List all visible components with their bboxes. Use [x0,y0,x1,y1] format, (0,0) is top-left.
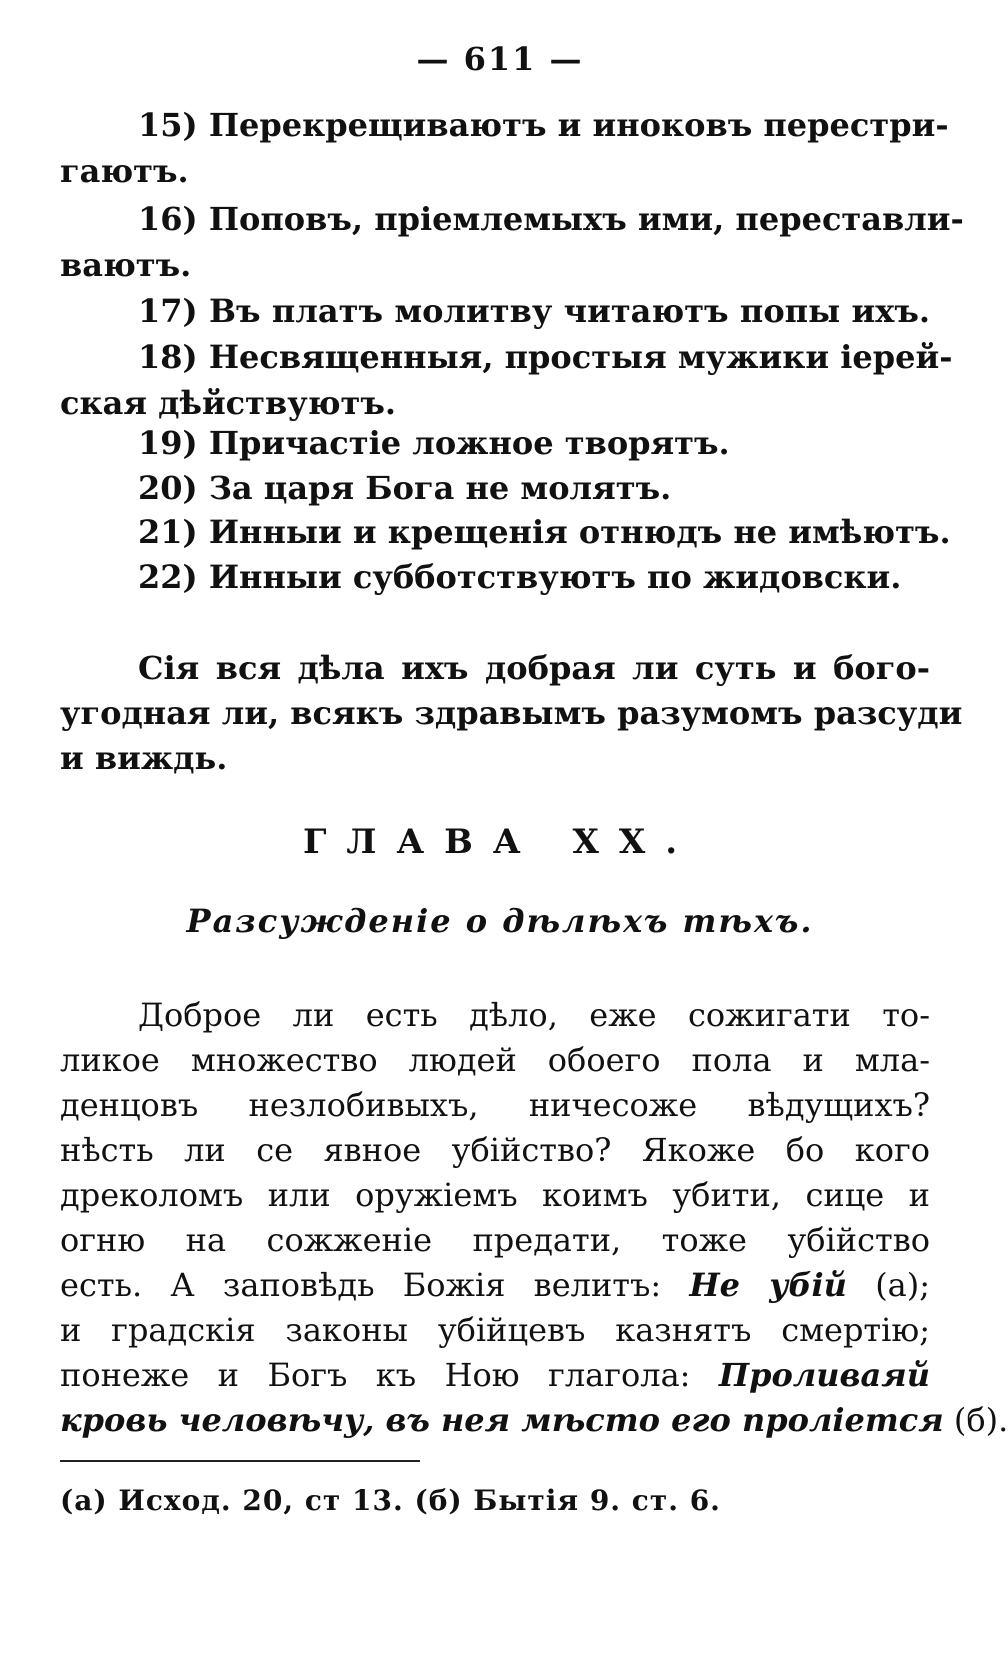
list-line: 19) Причастіе ложное творятъ. [138,424,730,462]
list-line: 21) Инныи и крещенія отнюдъ не имѣютъ. [138,513,951,551]
text-run: есть. А заповѣдь Божія велитъ: [60,1266,690,1304]
list-line: 20) За царя Бога не молятъ. [138,469,672,507]
footnote-ref: (б). [943,1401,1008,1439]
list-line: гаютъ. [60,152,189,190]
list-line: 15) Перекрещиваютъ и иноковъ перестри- [138,106,949,144]
page-number: — 611 — [416,40,584,78]
paragraph-line: угодная ли, всякъ здравымъ разумомъ разсуди [60,694,963,732]
paragraph-line: и виждь. [60,739,228,777]
paragraph-line: денцовъ незлобивыхъ, ничесоже вѣдущихъ? [60,1086,930,1124]
footnote-divider [60,1460,420,1462]
paragraph-line: ликое множество людей обоего пола и мла- [60,1041,930,1079]
list-line: ваютъ. [60,246,192,284]
list-line: 18) Несвященныя, простыя мужики іерей- [138,338,953,376]
chapter-subtitle: Разсужденіе о дѣлѣхъ тѣхъ. [186,902,814,940]
quote-run: Не убій [689,1266,847,1304]
paragraph-line: Сія вся дѣла ихъ добрая ли суть и бого- [138,649,930,687]
list-line: 16) Поповъ, пріемлемыхъ ими, переставли- [138,200,964,238]
list-line: ская дѣйствуютъ. [60,384,397,422]
paragraph-line: Доброе ли есть дѣло, еже сожигати то- [138,996,930,1034]
paragraph-line: и градскія законы убійцевъ казнятъ смертію; [60,1311,930,1349]
paragraph-line [60,1262,930,1308]
text-run: понеже и Богъ къ Ною глагола: [60,1356,719,1394]
paragraph-line: дреколомъ или оружіемъ коимъ убити, сице и [60,1176,930,1214]
list-line: 22) Инныи субботствуютъ по жидовски. [138,558,902,596]
footnote-ref: (а); [846,1266,931,1304]
list-line: 17) Въ платъ молитву читаютъ попы ихъ. [138,292,930,330]
footnote: (а) Исход. 20, ст 13. (б) Бытія 9. ст. 6. [60,1484,721,1517]
paragraph-line [60,1352,930,1398]
paragraph-line: нѣсть ли се явное убійство? Якоже бо кого [60,1131,930,1169]
paragraph-line [60,1397,1008,1443]
quote-run: Проливаяй [718,1356,930,1394]
quote-run: кровь человѣчу, въ нея мѣсто его проліется [60,1401,944,1439]
chapter-title: ГЛАВА XX. [302,822,698,862]
paragraph-line: огню на сожженіе предати, тоже убійство [60,1221,930,1259]
